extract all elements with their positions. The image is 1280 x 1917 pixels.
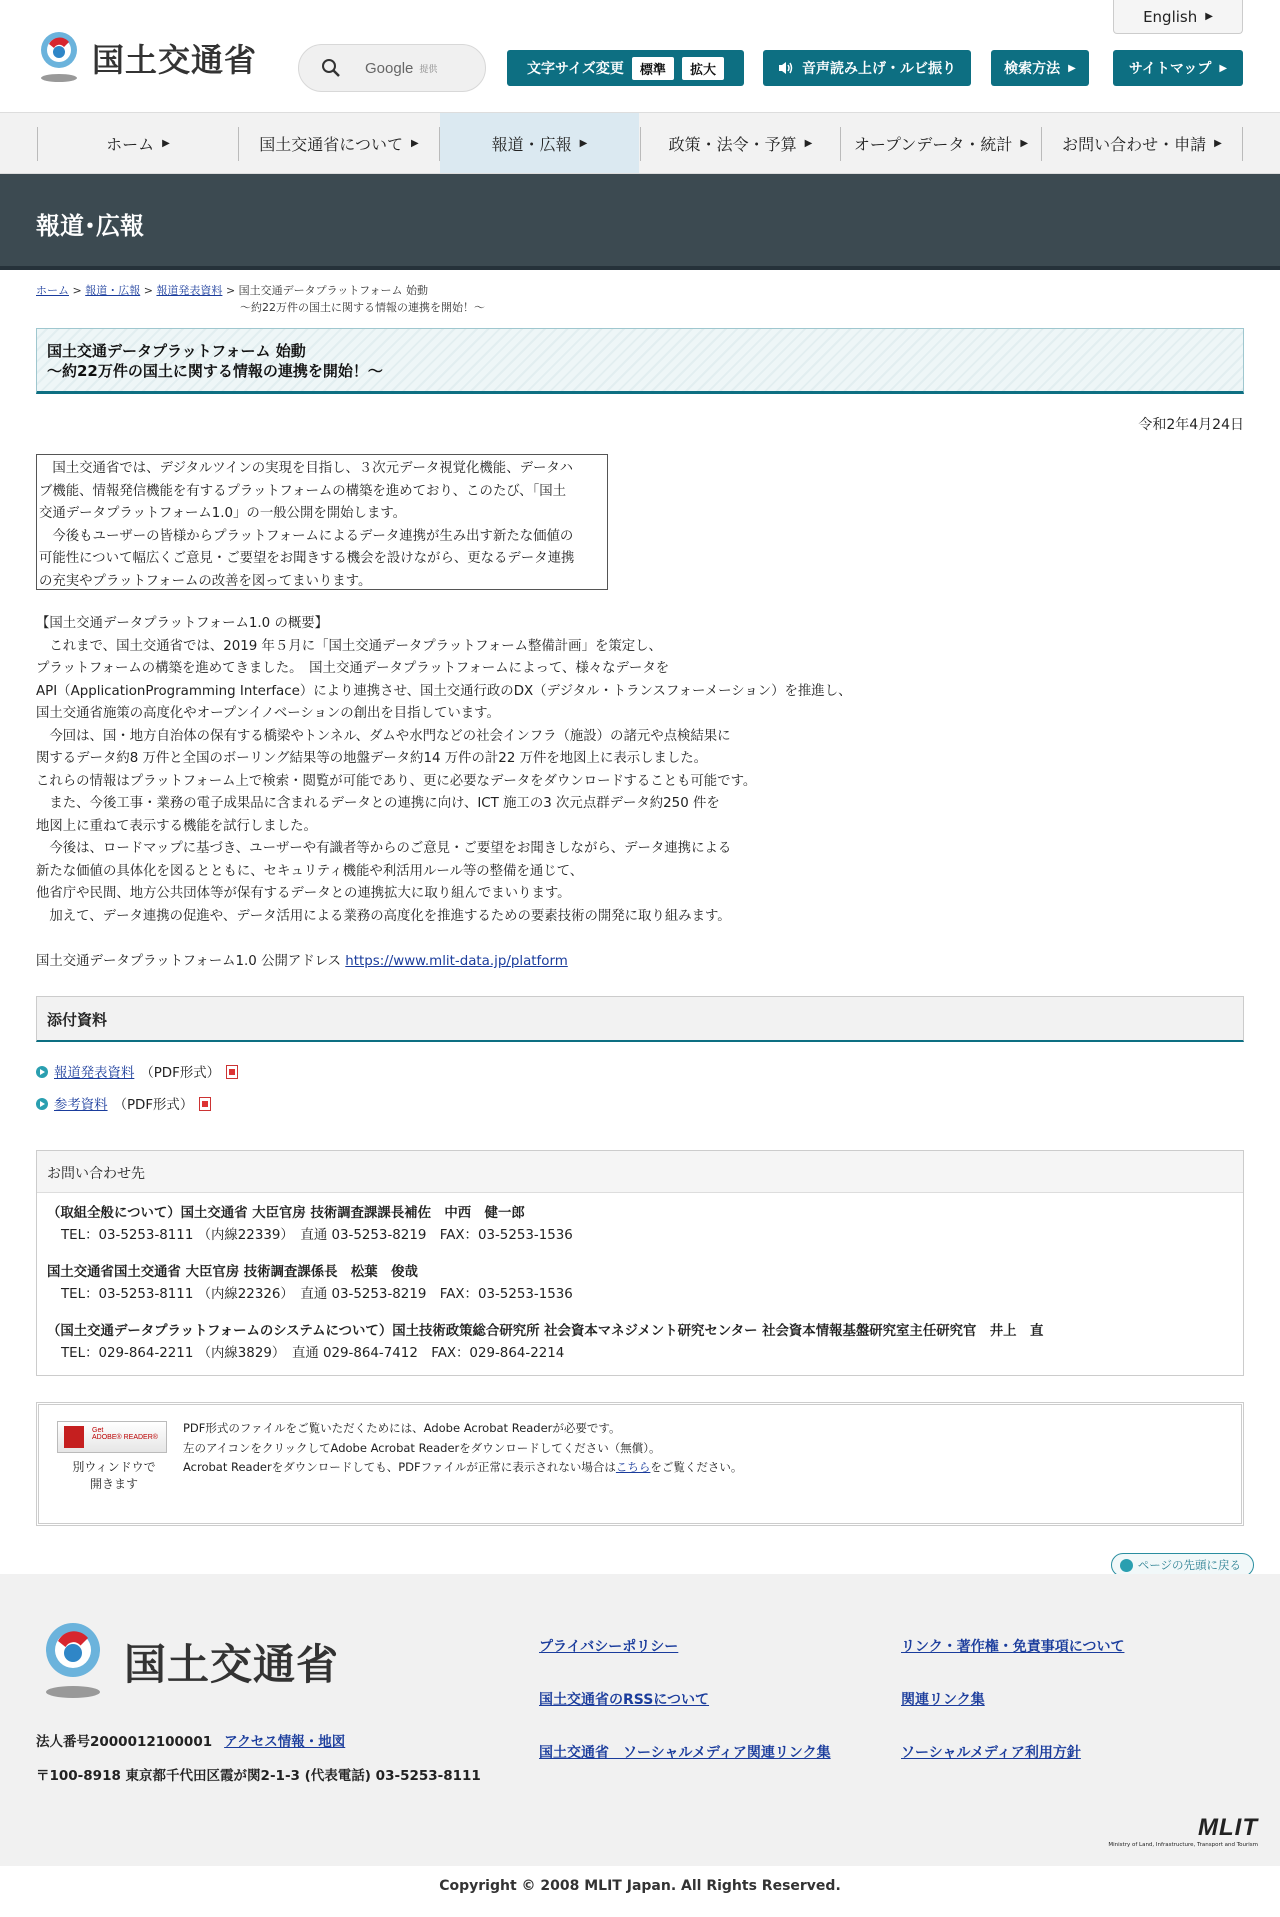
lead-line: 交通データプラットフォーム1.0」の一般公開を開始します。 <box>39 506 407 521</box>
breadcrumb-separator: > <box>225 284 236 297</box>
platform-url-link[interactable]: https://www.mlit-data.jp/platform <box>345 954 568 969</box>
lead-line: ブ機能、情報発信機能を有するプラットフォームの構築を進めており、このたび、「国土 <box>39 483 567 499</box>
badge-line1: Get <box>92 1427 104 1434</box>
english-button[interactable] <box>1113 0 1243 34</box>
attachment-press-release-link[interactable]: 報道発表資料 <box>54 1066 135 1081</box>
nav-item-label: お問い合わせ・申請 <box>1062 134 1207 154</box>
article-title-line1: 国土交通データプラットフォーム 始動 <box>47 342 306 360</box>
search-method-label: 検索方法 <box>1004 61 1061 77</box>
nav-item-label: 報道・広報 <box>491 134 572 154</box>
address: 〒100-8918 東京都千代田区霞が関2-1-3 (代表電話) 03-5253-8111 <box>36 1768 481 1784</box>
caption-line: 別ウィンドウで <box>72 1460 156 1474</box>
rss-link[interactable]: 国土交通省のRSSについて <box>539 1692 710 1708</box>
mlit-logo[interactable] <box>36 30 257 86</box>
acrobat-notice <box>36 1402 1244 1526</box>
body-line: 新たな価値の具体化を図るとともに、セキュリティ機能や利活用ルール等の整備を通じて、 <box>36 863 584 879</box>
platform-address-label: 国土交通データプラットフォーム1.0 公開アドレス <box>36 954 346 969</box>
privacy-policy-link[interactable]: プライバシーポリシー <box>539 1639 679 1655</box>
body-line: 地図上に重ねて表示する機能を試行しました。 <box>36 818 317 834</box>
font-size-control <box>507 50 744 86</box>
triangle-right-icon: ▶ <box>804 137 813 149</box>
contact-name: （国土交通データプラットフォームのシステムについて）国土技術政策総合研究所 社会資本マネジメント研究センター 社会資本情報基盤研究室主任研究官 井上 直 <box>47 1324 1044 1339</box>
nav-item-opendata[interactable] <box>841 113 1041 173</box>
mlit-wordmark <box>1100 1814 1258 1848</box>
triangle-right-icon: ▶ <box>1214 137 1222 149</box>
lead-line: の充実やプラットフォームの改善を図ってまいります。 <box>39 573 372 589</box>
attachment-format: （PDF形式） <box>113 1098 194 1113</box>
site-search[interactable] <box>298 44 486 92</box>
breadcrumb-releases[interactable]: 報道発表資料 <box>156 284 223 297</box>
search-method-button[interactable] <box>991 50 1089 86</box>
acrobat-line-suffix: をご覧ください。 <box>650 1460 743 1474</box>
access-map-link[interactable]: アクセス情報・地図 <box>224 1734 346 1750</box>
contact-name: （取組全般について）国土交通省 大臣官房 技術調査課課長補佐 中西 健一郎 <box>47 1206 525 1221</box>
related-links-link[interactable]: 関連リンク集 <box>901 1692 985 1708</box>
social-media-policy-link[interactable]: ソーシャルメディア利用方針 <box>901 1745 1081 1761</box>
attachments-heading: 添付資料 <box>36 996 1244 1042</box>
nav-item-label: 国土交通省について <box>259 134 403 154</box>
page-banner <box>0 174 1280 270</box>
contact-tel: TEL：03-5253-8111 （内線22339） 直通 03-5253-8219 FAX：03-5253-1536 <box>61 1228 573 1243</box>
adobe-reader-icon <box>64 1426 84 1448</box>
attachment-item <box>36 1094 211 1113</box>
search-icon <box>319 56 343 80</box>
attachment-format: （PDF形式） <box>140 1066 220 1081</box>
contact-tel: TEL：03-5253-8111 （内線22326） 直通 03-5253-8219 FAX：03-5253-1536 <box>61 1287 573 1302</box>
body-line: 他省庁や民間、地方公共団体等が保有するデータとの連携拡大に取り組んでまいります。 <box>36 886 571 901</box>
speech-ruby-label: 音声読み上げ・ルビ振り <box>802 61 956 77</box>
sitemap-button[interactable] <box>1113 50 1243 86</box>
lead-line: 今後もユーザーの皆様からプラットフォームによるデータ連携が生み出す新たな価値の <box>39 528 574 544</box>
acrobat-line <box>183 1458 742 1478</box>
mlit-emblem-icon <box>36 1620 110 1704</box>
acrobat-line: 左のアイコンをクリックしてAdobe Acrobat Readerをダウンロードしてください（無償）。 <box>183 1440 661 1455</box>
body-line: 国土交通省施策の高度化やオープンイノベーションの創出を目指しています。 <box>36 706 500 721</box>
contact-body <box>37 1193 1243 1390</box>
contact-tel: TEL：029-864-2211 （内線3829） 直通 029-864-7412 FAX：029-864-2214 <box>61 1346 565 1361</box>
triangle-right-icon: ▶ <box>1068 62 1076 74</box>
speech-ruby-button[interactable] <box>763 50 971 86</box>
contact-name: 国土交通省国土交通省 大臣官房 技術調査課係長 松葉 俊哉 <box>47 1265 418 1280</box>
nav-item-press[interactable] <box>440 113 639 173</box>
body-line: 【国土交通データプラットフォーム1.0 の概要】 <box>36 616 329 631</box>
triangle-right-icon: ▶ <box>410 137 419 149</box>
font-size-label: 文字サイズ変更 <box>527 61 624 77</box>
triangle-right-icon: ▶ <box>1219 62 1228 74</box>
nav-item-label: オープンデータ・統計 <box>853 134 1013 154</box>
lead-line: 可能性について幅広くご意見・ご要望をお聞きする機会を設けながら、更なるデータ連携 <box>39 551 575 566</box>
lead-summary <box>36 454 608 590</box>
copyright: Copyright © 2008 MLIT Japan. All Rights Reserved. <box>0 1866 1280 1917</box>
acrobat-line-prefix: Acrobat Readerをダウンロードしても、PDFファイルが正常に表示されない場合は <box>183 1460 616 1474</box>
breadcrumb <box>36 282 485 316</box>
search-provider: Google <box>365 59 414 77</box>
body-line: 加えて、データ連携の促進や、データ活用による業務の高度化を推進するための要素技術の開発に取り組みます。 <box>36 908 731 924</box>
attachment-item <box>36 1062 238 1081</box>
corporate-number <box>36 1730 345 1750</box>
nav-item-home[interactable] <box>38 113 238 173</box>
nav-item-contact[interactable] <box>1042 113 1242 173</box>
body-line: API（ApplicationProgramming Interface）により連携させ、国土交通行政のDX（デジタル・トランスフォーメーション）を推進し、 <box>36 683 852 699</box>
triangle-right-icon: ▶ <box>1020 137 1029 149</box>
body-line: これらの情報はプラットフォーム上で検索・閲覧が可能であり、更に必要なデータをダウンロードすることも可能です。 <box>36 773 757 789</box>
breadcrumb-separator: > <box>72 284 82 297</box>
global-nav <box>0 112 1280 174</box>
acrobat-text <box>183 1419 742 1478</box>
acrobat-help-link[interactable]: こちら <box>615 1460 651 1474</box>
mlit-wordmark-sub: Ministry of Land, Infrastructure, Transport and Tourism <box>1108 1842 1258 1848</box>
triangle-right-icon: ▶ <box>1205 11 1213 22</box>
site-footer <box>0 1574 1280 1866</box>
speaker-icon <box>778 61 794 75</box>
new-window-caption <box>59 1459 169 1493</box>
english-label: English <box>1143 7 1198 26</box>
nav-item-policy[interactable] <box>641 113 840 173</box>
attachment-reference-link[interactable]: 参考資料 <box>54 1098 108 1113</box>
footer-logo[interactable] <box>36 1620 339 1704</box>
social-media-links-link[interactable]: 国土交通省 ソーシャルメディア関連リンク集 <box>539 1745 831 1761</box>
body-line: 今後は、ロードマップに基づき、ユーザーや有識者等からのご意見・ご要望をお聞きしながら、データ連携による <box>36 841 732 856</box>
contact-heading: お問い合わせ先 <box>37 1151 1243 1193</box>
body-line: プラットフォームの構築を進めてきました。 国土交通データプラットフォームによって、様々なデータを <box>36 661 670 676</box>
breadcrumb-home[interactable]: ホーム <box>36 284 69 297</box>
acrobat-line: PDF形式のファイルをご覧いただくためには、Adobe Acrobat Readerが必要です。 <box>183 1421 621 1435</box>
breadcrumb-press[interactable]: 報道・広報 <box>85 284 141 297</box>
back-to-top-button[interactable]: ページの先頭に戻る <box>1111 1553 1254 1577</box>
font-size-standard-button[interactable]: 標準 <box>632 57 674 80</box>
lead-line: 国土交通省では、デジタルツインの実現を目指し、３次元データ視覚化機能、データハ <box>39 461 574 476</box>
body-line: これまで、国土交通省では、2019 年５月に「国土交通データプラットフォーム整備計画」を策定し、 <box>36 638 662 654</box>
get-adobe-reader-button[interactable] <box>57 1421 167 1453</box>
breadcrumb-current: 国土交通データプラットフォーム 始動 <box>238 284 429 297</box>
publish-date: 令和2年4月24日 <box>1138 417 1244 433</box>
breadcrumb-separator: > <box>143 284 153 297</box>
badge-line2: ADOBE® READER® <box>92 1434 158 1441</box>
nav-item-about[interactable] <box>239 113 439 173</box>
body-line: 今回は、国・地方自治体の保有する橋梁やトンネル、ダムや水門などの社会インフラ（施設）の諸元や点検結果に <box>36 728 731 744</box>
article-title-line2: ～約22万件の国土に関する情報の連携を開始！～ <box>47 362 383 380</box>
copyright-disclaimer-link[interactable]: リンク・著作権・免責事項について <box>901 1639 1125 1655</box>
pdf-icon <box>199 1097 211 1111</box>
body-line: 関するデータ約8 万件と全国のボーリング結果等の地盤データ約14 万件の計22 万件を地図上に表示しました。 <box>36 751 708 766</box>
corporate-number-text: 法人番号2000012100001 <box>36 1734 213 1750</box>
article-title <box>36 328 1244 394</box>
body-line: また、今後工事・業務の電子成果品に含まれるデータとの連携に向け、ICT 施工の3 次元点群データ約250 件を <box>36 796 720 811</box>
contact-box <box>36 1150 1244 1376</box>
search-provider-sub: 提供 <box>419 64 438 75</box>
arrow-bullet-icon <box>36 1098 48 1110</box>
nav-item-label: ホーム <box>106 134 155 154</box>
font-size-large-button[interactable]: 拡大 <box>682 57 724 80</box>
caption-line: 開きます <box>89 1477 138 1491</box>
nav-item-label: 政策・法令・予算 <box>668 134 797 154</box>
mlit-wordmark-text: MLIT <box>1198 1814 1258 1841</box>
site-header <box>0 0 1280 112</box>
triangle-right-icon: ▶ <box>579 137 588 149</box>
footer-logo-text: 国土交通省 <box>124 1640 340 1689</box>
sitemap-label: サイトマップ <box>1128 61 1212 77</box>
arrow-bullet-icon <box>36 1066 48 1078</box>
triangle-right-icon: ▶ <box>162 137 170 149</box>
article-body <box>36 613 1136 928</box>
mlit-emblem-icon <box>36 30 82 86</box>
page-title: 報道･広報 <box>36 212 144 240</box>
breadcrumb-current-sub: ～約22万件の国土に関する情報の連携を開始！～ <box>240 301 485 314</box>
platform-address <box>36 950 568 969</box>
pdf-icon <box>226 1065 238 1079</box>
nav-divider <box>1242 127 1243 161</box>
logo-text: 国土交通省 <box>92 41 258 79</box>
